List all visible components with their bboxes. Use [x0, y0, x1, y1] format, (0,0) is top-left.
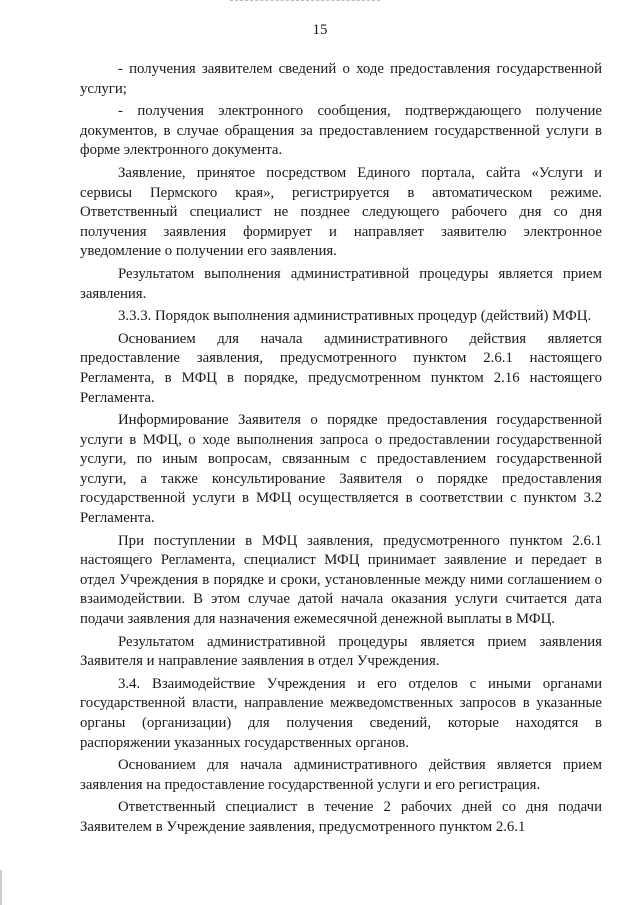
paragraph: Основанием для начала административного действия является предоставление заявления, предусмотренного пунктом 2.6.1 настоящего Регламента, в МФЦ в порядке, предусмотренном пунктом 2.16 настоящего Регламента. [80, 330, 602, 406]
paragraph: Заявление, принятое посредством Единого портала, сайта «Услуги и сервисы Пермского края», регистрируется в автоматическом режиме. Ответственный специалист не позднее следующего рабочего дня со дня получения заявления формирует и направляет заявителю электронное уведомление о получении его заявления. [80, 164, 602, 260]
scan-edge-mark [230, 0, 380, 2]
section-heading-3-3-3: 3.3.3. Порядок выполнения административных процедур (действий) МФЦ. [118, 308, 592, 325]
paragraph: Результатом выполнения административной процедуры является прием заявления. [80, 265, 602, 302]
scan-edge-mark [0, 870, 2, 905]
page-number: 15 [312, 22, 328, 38]
paragraph: Ответственный специалист в течение 2 рабочих дней со дня подачи Заявителем в Учреждение заявления, предусмотренного пунктом 2.6.1 [80, 799, 602, 835]
paragraph: - получения электронного сообщения, подтверждающего получение документов, в случае обращения за предоставлением государственной услуги в форме электронного документа. [80, 103, 602, 159]
paragraph: При поступлении в МФЦ заявления, предусмотренного пунктом 2.6.1 настоящего Регламента, специалист МФЦ принимает заявление и передает в отдел Учреждения в порядке и сроки, установленные между ними соглашением о взаимодействии. В этом случае датой начала оказания услуги считается дата подачи заявления для назначения ежемесячной денежной выплаты в МФЦ. [80, 532, 602, 628]
paragraph: Информирование Заявителя о порядке предоставления государственной услуги в МФЦ, о ходе выполнения запроса о предоставлении государственной услуги, по иным вопросам, связанным с предоставлением государственной услуги, а также консультирование Заявителя о порядке предоставления государственной услуги в МФЦ осуществляется в соответствии с пунктом 3.2 Регламента. [80, 412, 602, 527]
section-heading-3-4: 3.4. Взаимодействие Учреждения и его отделов с иными органами государственной власти, направление межведомственных запросов в указанные органы (организации) для получения сведений, которые находятся в распоряжении указанных государственных органов. [80, 675, 602, 751]
paragraph: Основанием для начала административного действия является прием заявления на предоставление государственной услуги и его регистрация. [80, 757, 602, 793]
paragraph: - получения заявителем сведений о ходе предоставления государственной услуги; [80, 61, 602, 97]
paragraph: Результатом административной процедуры является прием заявления Заявителя и направление заявления в отдел Учреждения. [80, 633, 602, 670]
document-body [80, 60, 602, 841]
